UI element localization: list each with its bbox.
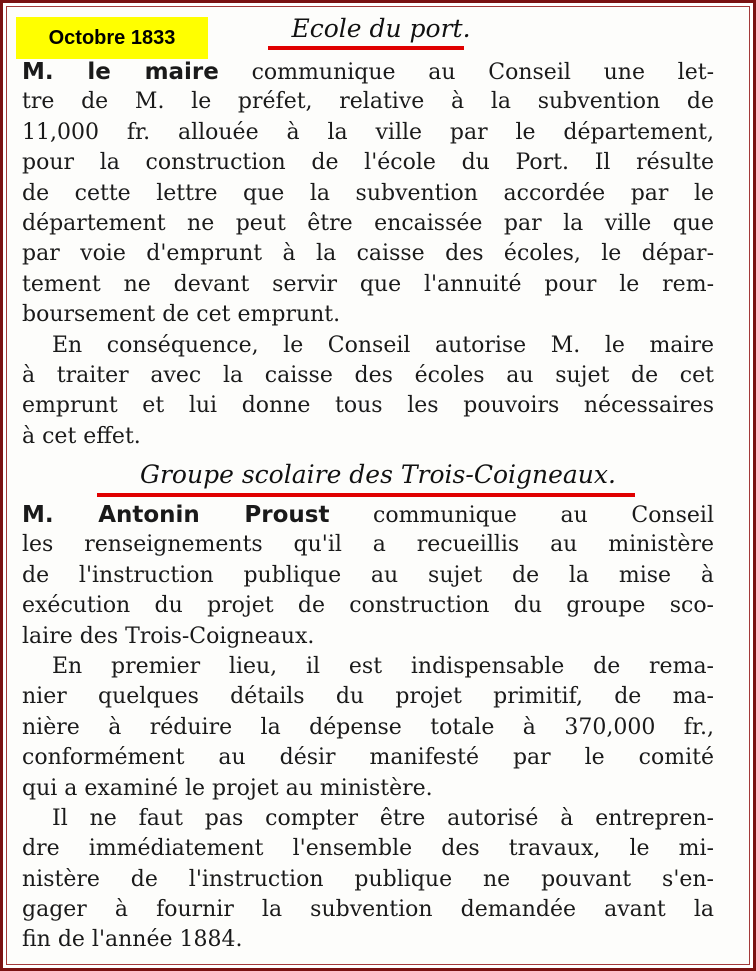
text-line: tement ne devant servir que l'annuité pour le rem- bbox=[22, 271, 714, 297]
text-line: tre de M. le préfet, relative à la subvention de bbox=[22, 89, 714, 115]
text-line: emprunt et lui donne tous les pouvoirs nécessaires bbox=[22, 393, 714, 419]
text-line: de cette lettre que la subvention accordée par le bbox=[22, 180, 714, 206]
section-groupe-scolaire bbox=[22, 500, 714, 956]
speaker-name: M. Antonin Proust bbox=[22, 502, 330, 528]
heading-underline bbox=[268, 46, 464, 50]
section-heading-ecole-du-port: Ecole du port. bbox=[291, 14, 471, 43]
text-line: laire des Trois-Coigneaux. bbox=[22, 623, 315, 649]
text-line: gager à fournir la subvention demandée avant la bbox=[22, 897, 714, 923]
text-line: de l'instruction publique au sujet de la mise à bbox=[22, 562, 714, 588]
text-line: à cet effet. bbox=[22, 423, 141, 449]
text-line: En conséquence, le Conseil autorise M. le maire bbox=[52, 332, 714, 358]
date-badge: Octobre 1833 bbox=[16, 17, 208, 59]
text-line: En premier lieu, il est indispensable de rema- bbox=[52, 653, 714, 679]
speaker-name: M. le maire bbox=[22, 59, 219, 85]
text-line: M. le maire communique au Conseil une let- bbox=[22, 59, 714, 85]
text-line: 11,000 fr. allouée à la ville par le département, bbox=[22, 119, 714, 145]
text-line: nier quelques détails du projet primitif, de ma- bbox=[22, 684, 714, 710]
text-line: conformément au désir manifesté par le comité bbox=[22, 745, 714, 771]
text-line: dre immédiatement l'ensemble des travaux, le mi- bbox=[22, 836, 714, 862]
section-heading-groupe-scolaire: Groupe scolaire des Trois-Coigneaux. bbox=[140, 460, 616, 489]
text-line: fin de l'année 1884. bbox=[22, 927, 243, 953]
text-line: pour la construction de l'école du Port. Il résulte bbox=[22, 150, 714, 176]
text-line: boursement de cet emprunt. bbox=[22, 302, 341, 328]
section-ecole-du-port bbox=[22, 57, 714, 452]
text-line: nière à réduire la dépense totale à 370,000 fr., bbox=[22, 714, 714, 740]
text-line: exécution du projet de construction du groupe sco- bbox=[22, 593, 714, 619]
heading-underline bbox=[97, 493, 635, 497]
text-line: nistère de l'instruction publique ne pouvant s'en- bbox=[22, 866, 714, 892]
text-line: les renseignements qu'il a recueillis au ministère bbox=[22, 532, 714, 558]
text-line: qui a examiné le projet au ministère. bbox=[22, 775, 433, 801]
text-line: à traiter avec la caisse des écoles au sujet de cet bbox=[22, 362, 714, 388]
text-line: M. Antonin Proust communique au Conseil bbox=[22, 502, 714, 528]
text-line: Il ne faut pas compter être autorisé à entrepren- bbox=[52, 805, 714, 831]
text-line: département ne peut être encaissée par la ville que bbox=[22, 210, 714, 236]
text-line: par voie d'emprunt à la caisse des écoles, le dépar- bbox=[22, 241, 714, 267]
